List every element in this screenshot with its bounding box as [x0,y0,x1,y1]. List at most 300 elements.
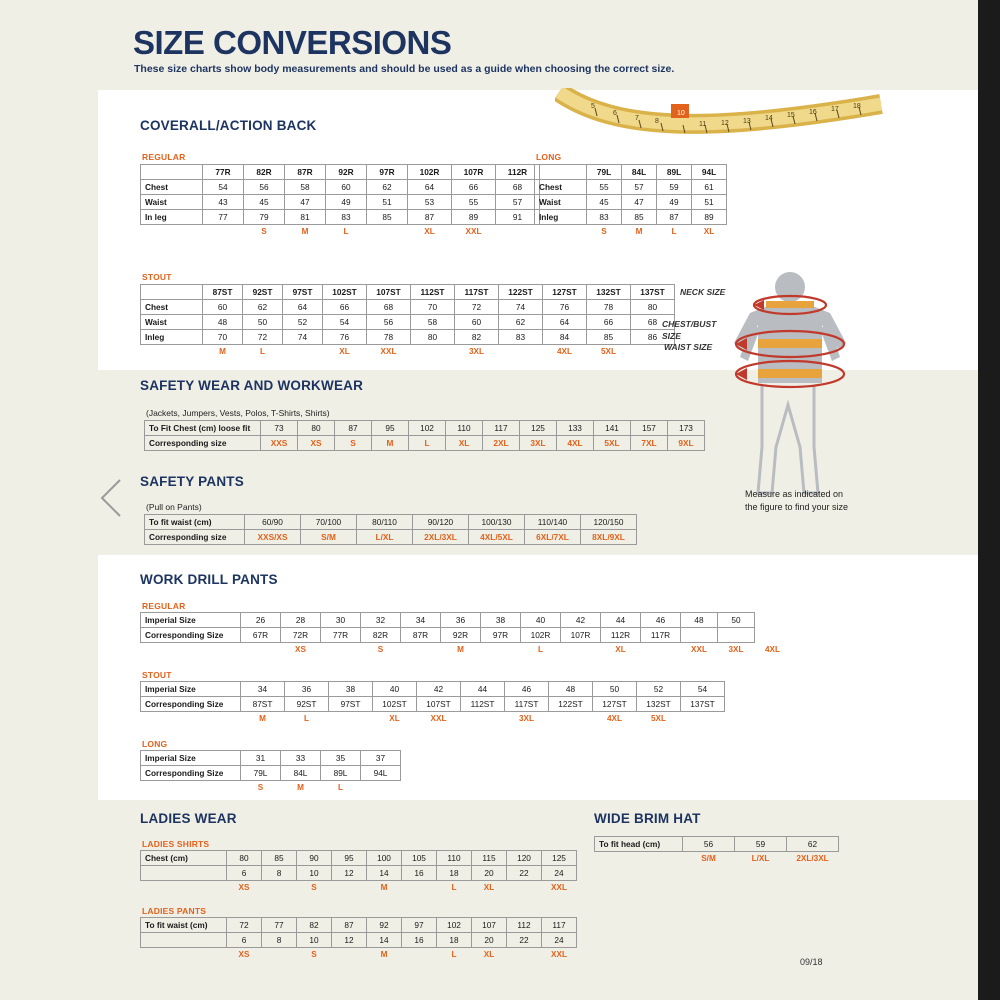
svg-text:10: 10 [677,110,685,117]
table-cell: 107ST [417,697,461,712]
table-cell: XXS/XS [245,530,301,545]
table-cell: 77 [203,210,244,225]
table-cell: 34 [401,613,441,628]
table-row [141,195,540,210]
size-cell [329,712,373,726]
right-dark-edge [978,0,1000,1000]
table-cell: 117R [641,628,681,643]
table-cell: 51 [367,195,408,210]
size-cell [402,948,437,962]
table-size-row [141,643,791,657]
svg-text:12: 12 [721,120,729,127]
figure-label-waist: WAIST SIZE [664,342,713,352]
svg-text:7: 7 [635,115,639,122]
size-cell: 4XL [764,645,781,654]
table-cell: 102R [521,628,561,643]
table-header-cell: 82R [244,165,285,180]
size-cell [141,881,227,895]
size-cell [507,948,542,962]
table-cell: 42 [417,682,461,697]
table-cell: 47 [622,195,657,210]
table-cell: 80/110 [357,515,413,530]
table-cell: 46 [505,682,549,697]
table-cell: 82R [361,628,401,643]
table-size-row [141,345,675,359]
table-header-cell: 97R [367,165,408,180]
size-cell [361,781,401,795]
table-header-cell: 112ST [411,285,455,300]
table-cell: 112R [601,628,641,643]
table-row [145,530,637,545]
table-cell: 95 [372,421,409,436]
size-cell [535,225,587,239]
size-cell: S [261,227,267,237]
table-size-row [141,225,540,239]
size-cell: XL [615,645,626,655]
table-cell: 64 [408,180,452,195]
size-cell [141,712,241,726]
table-cell: 14 [367,866,402,881]
table-cell: Chest (cm) [141,851,227,866]
section-heading-safetypants: SAFETY PANTS [140,474,244,489]
table-cell: 87 [408,210,452,225]
table-cell: Inleg [535,210,587,225]
table-cell: 33 [281,751,321,766]
table-cell: 3XL [520,436,557,451]
svg-text:17: 17 [831,106,839,113]
size-cell: M [380,950,388,960]
table-cell: 62 [367,180,408,195]
table-cell: 60/90 [245,515,301,530]
table-cell: 50 [593,682,637,697]
table-cell: 60 [326,180,367,195]
table-coverall-long [534,164,727,239]
table-cell: Corresponding Size [141,628,241,643]
table-cell: 26 [241,613,281,628]
table-cell: 127ST [593,697,637,712]
table-row [141,330,675,345]
table-cell: 4XL/5XL [469,530,525,545]
table-cell: To fit waist (cm) [141,918,227,933]
size-cell: XXL [380,347,397,357]
table-cell: 6XL/7XL [525,530,581,545]
size-cell [203,225,244,239]
table-cell: 83 [326,210,367,225]
table-cell: 83 [587,210,622,225]
table-size-row [535,225,727,239]
table-cell: 59 [735,837,787,852]
table-cell: 81 [285,210,326,225]
table-cell: 76 [543,300,587,315]
table-cell: 120 [507,851,542,866]
table-cell: To fit waist (cm) [145,515,245,530]
table-cell: 18 [437,866,472,881]
table-cell: 14 [367,933,402,948]
table-hat [594,836,839,866]
note-safetywear: (Jackets, Jumpers, Vests, Polos, T-Shirts, Shirts) [146,408,330,418]
table-cell: 6 [227,866,262,881]
subheading-ladies-shirts: LADIES SHIRTS [142,839,210,849]
table-cell: 9XL [668,436,705,451]
table-row [141,918,577,933]
table-cell: 5XL [594,436,631,451]
table-workdrill-stout [140,681,725,726]
table-cell: 52 [637,682,681,697]
size-cell: S [311,883,317,893]
size-cell: L [451,950,457,960]
table-cell: 45 [244,195,285,210]
size-cell: 3XL [468,347,485,357]
size-cell: M [259,714,266,724]
table-cell: 74 [499,300,543,315]
table-cell: 110 [446,421,483,436]
table-header-cell: 102R [408,165,452,180]
table-header-cell: 107ST [367,285,411,300]
table-cell: Waist [535,195,587,210]
table-cell: 64 [543,315,587,330]
left-arrow-icon [98,478,122,518]
table-cell: 107 [472,918,507,933]
table-header-cell: 77R [203,165,244,180]
table-cell: 82 [297,918,332,933]
table-cell: 40 [521,613,561,628]
table-header-row [535,165,727,180]
size-cell: S [311,950,317,960]
table-cell: 43 [203,195,244,210]
note-safetypants: (Pull on Pants) [146,502,202,512]
table-cell: In leg [141,210,203,225]
table-cell: 85 [367,210,408,225]
table-row [141,628,791,643]
size-cell: XXL [691,645,707,655]
table-row [141,851,577,866]
svg-text:11: 11 [699,121,707,128]
table-cell: 74 [283,330,323,345]
table-cell: 73 [261,421,298,436]
table-cell: 87 [335,421,372,436]
table-cell: 60 [455,315,499,330]
table-cell: 2XL [483,436,520,451]
size-cell: S [257,783,264,793]
size-cell: S/M [701,854,716,864]
table-cell: 34 [241,682,285,697]
table-cell: 38 [329,682,373,697]
table-cell: 78 [367,330,411,345]
size-cell: XL [703,227,715,237]
size-cell: XXL [430,714,447,724]
table-cell: 55 [452,195,496,210]
table-cell: 10 [297,866,332,881]
table-cell: 31 [241,751,281,766]
table-cell: 46 [641,613,681,628]
size-cell [499,345,543,359]
table-cell: 68 [496,180,540,195]
table-cell: 8XL/9XL [581,530,637,545]
table-cell: 66 [587,315,631,330]
table-cell: Corresponding Size [141,697,241,712]
table-cell: 36 [285,682,329,697]
size-cell [141,225,203,239]
table-cell: Imperial Size [141,682,241,697]
table-cell: 87ST [241,697,285,712]
table-cell: 56 [244,180,285,195]
size-cell [262,948,297,962]
table-cell: 45 [587,195,622,210]
table-cell: 157 [631,421,668,436]
table-cell: 6 [227,933,262,948]
size-cell [141,643,241,657]
table-cell: 107R [561,628,601,643]
size-cell: L [537,645,543,655]
table-cell: 50 [718,613,755,628]
table-cell [681,628,718,643]
table-cell: 49 [657,195,692,210]
size-cell: L [337,783,343,793]
table-cell: 102ST [373,697,417,712]
table-row [595,837,839,852]
table-row [141,682,725,697]
table-cell: 112 [507,918,542,933]
table-cell: 57 [496,195,540,210]
table-row [535,195,727,210]
table-cell: 2XL/3XL [413,530,469,545]
table-header-cell [141,285,203,300]
table-cell: S [335,436,372,451]
table-cell: 97R [481,628,521,643]
table-cell: 85 [622,210,657,225]
table-cell: 77 [262,918,297,933]
table-size-row [595,852,839,866]
table-row [141,751,401,766]
table-cell: XS [298,436,335,451]
table-cell: 58 [285,180,326,195]
table-cell: 48 [549,682,593,697]
table-cell: To fit head (cm) [595,837,683,852]
size-cell: 3XL [518,714,535,724]
table-cell: L [409,436,446,451]
size-cell [241,643,281,657]
table-size-row [141,948,577,962]
table-row [141,180,540,195]
table-cell: 20 [472,933,507,948]
table-cell: 70/100 [301,515,357,530]
table-cell: 173 [668,421,705,436]
table-cell: S/M [301,530,357,545]
table-cell: Imperial Size [141,751,241,766]
table-cell: 20 [472,866,507,881]
table-cell: 30 [321,613,361,628]
section-heading-safetywear: SAFETY WEAR AND WORKWEAR [140,378,364,393]
table-cell: 125 [542,851,577,866]
table-cell: 105 [402,851,437,866]
size-cell [141,781,241,795]
table-cell: 59 [657,180,692,195]
table-cell: 89L [321,766,361,781]
size-cell: 5XL [650,714,667,724]
table-row [141,210,540,225]
table-cell: To Fit Chest (cm) loose fit [145,421,261,436]
table-cell: 48 [203,315,243,330]
table-cell: 47 [285,195,326,210]
table-cell: XXS [261,436,298,451]
table-cell: 67R [241,628,281,643]
table-row [141,300,675,315]
table-cell: 28 [281,613,321,628]
table-size-row [141,881,577,895]
table-cell [141,866,227,881]
table-cell: 102 [437,918,472,933]
table-cell: 52 [283,315,323,330]
table-cell: 40 [373,682,417,697]
table-cell: 117 [542,918,577,933]
footer-date: 09/18 [800,957,823,967]
table-row [535,210,727,225]
table-cell: 80 [631,300,675,315]
size-cell [402,881,437,895]
table-cell: 85 [262,851,297,866]
table-cell: 122ST [549,697,593,712]
size-cell [549,712,593,726]
table-row [141,613,791,628]
table-cell: 12 [332,866,367,881]
table-cell: 22 [507,933,542,948]
table-header-cell: 87R [285,165,326,180]
table-cell: Chest [535,180,587,195]
table-header-cell: 89L [657,165,692,180]
size-cell: XL [483,950,495,960]
size-cell [507,881,542,895]
size-cell: L [671,227,677,237]
table-cell: 112ST [461,697,505,712]
table-row [145,436,705,451]
size-cell [141,345,203,359]
table-cell: 62 [787,837,839,852]
table-cell: 90 [297,851,332,866]
bottom-background-band [0,800,978,1000]
table-cell: 44 [461,682,505,697]
size-cell: L [259,347,265,357]
figure-caption: Measure as indicated on the figure to find your size [745,489,849,512]
table-cell: 54 [681,682,725,697]
table-header-cell: 97ST [283,285,323,300]
size-cell [141,948,227,962]
table-cell: Waist [141,315,203,330]
table-cell: 56 [367,315,411,330]
table-header-cell: 92R [326,165,367,180]
size-cell: 3XL [728,645,744,655]
size-cell: XL [389,714,400,724]
size-cell [496,225,540,239]
table-cell: 82 [455,330,499,345]
table-header-cell: 84L [622,165,657,180]
table-safetypants [144,514,637,545]
table-cell: 137ST [681,697,725,712]
table-cell: 24 [542,933,577,948]
size-cell: XXL [551,883,567,893]
svg-text:8: 8 [655,118,659,125]
table-cell: 110/140 [525,515,581,530]
table-cell: 72 [455,300,499,315]
page-title: SIZE CONVERSIONS [133,24,452,61]
table-cell: 92 [367,918,402,933]
table-header-cell: 94L [692,165,727,180]
table-cell: 68 [367,300,411,315]
size-cell: L [303,714,309,724]
size-cell [481,643,521,657]
subheading-workdrill-regular: REGULAR [142,601,186,611]
table-header-cell: 117ST [455,285,499,300]
svg-text:6: 6 [613,110,617,117]
subheading-workdrill-stout: STOUT [142,670,172,680]
table-cell: 66 [323,300,367,315]
table-cell: 117ST [505,697,549,712]
table-cell: 49 [326,195,367,210]
size-cell [283,345,323,359]
table-cell: M [372,436,409,451]
table-cell: Chest [141,180,203,195]
table-cell: 44 [601,613,641,628]
table-cell [141,933,227,948]
size-cell [411,345,455,359]
table-cell: 36 [441,613,481,628]
table-header-cell [141,165,203,180]
svg-text:15: 15 [787,112,795,119]
size-cell [367,225,408,239]
table-cell: 89 [692,210,727,225]
section-heading-coverall: COVERALL/ACTION BACK [140,118,317,133]
size-cell: L/XL [751,854,770,864]
table-cell: 57 [622,180,657,195]
table-cell: 78 [587,300,631,315]
table-cell: 102 [409,421,446,436]
size-cell: M [635,227,643,237]
table-header-row [141,165,540,180]
size-cell: M [219,347,226,357]
table-cell: 58 [411,315,455,330]
size-cell: 4XL [606,714,623,724]
table-cell: 22 [507,866,542,881]
table-cell: 92R [441,628,481,643]
table-cell: 87 [332,918,367,933]
table-cell: 76 [323,330,367,345]
table-cell: 51 [692,195,727,210]
figure-label-chest: CHEST/BUST SIZE [662,319,717,341]
table-header-cell: 92ST [243,285,283,300]
table-cell: 95 [332,851,367,866]
table-cell: Corresponding Size [141,766,241,781]
size-cell: XL [339,347,350,357]
table-cell: 48 [681,613,718,628]
table-cell: 120/150 [581,515,637,530]
table-cell: 133 [557,421,594,436]
table-cell: 68 [631,315,675,330]
table-cell: 18 [437,933,472,948]
section-heading-hat: WIDE BRIM HAT [594,811,701,826]
subheading-coverall-stout: STOUT [142,272,172,282]
size-cell: XXL [551,950,567,960]
table-cell: 8 [262,933,297,948]
table-cell: Waist [141,195,203,210]
table-row [535,180,727,195]
table-cell: 79 [244,210,285,225]
table-cell: 62 [499,315,543,330]
table-cell: 10 [297,933,332,948]
table-cell: 97 [402,918,437,933]
size-cell: S [377,645,384,655]
table-cell: 16 [402,933,437,948]
table-cell: 86 [631,330,675,345]
svg-text:18: 18 [853,103,861,110]
